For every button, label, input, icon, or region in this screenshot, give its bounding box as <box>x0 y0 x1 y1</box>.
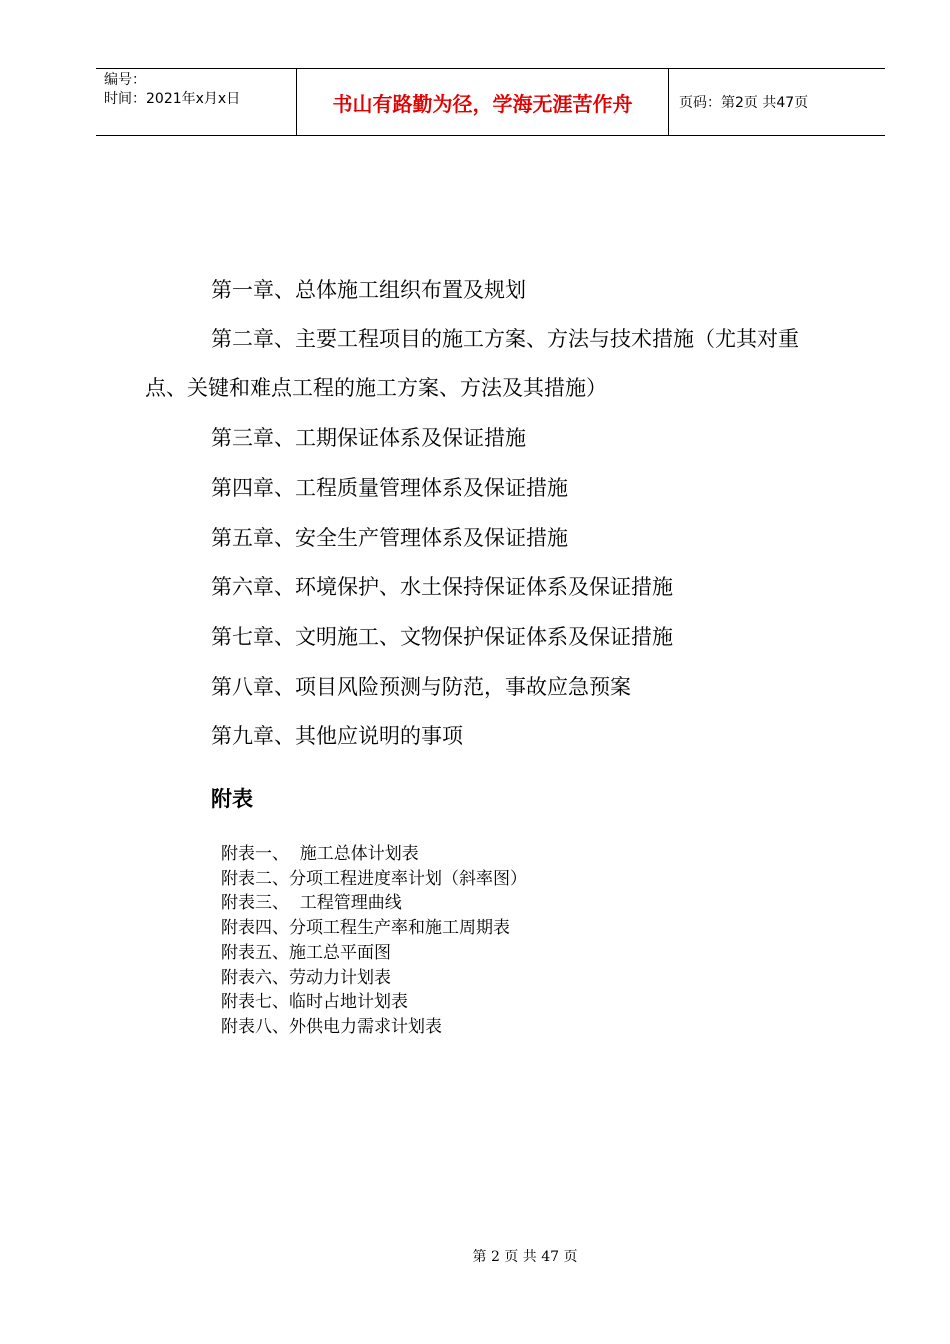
header-motto: 书山有路勤为径，学海无涯苦作舟 <box>297 69 669 135</box>
chapter-4: 第四章、工程质量管理体系及保证措施 <box>211 476 568 500</box>
chapter-6: 第六章、环境保护、水土保持保证体系及保证措施 <box>211 575 673 599</box>
chapter-8: 第八章、项目风险预测与防范，事故应急预案 <box>211 675 631 699</box>
appendix-item: 附表二、分项工程进度率计划（斜率图） <box>221 868 527 889</box>
appendix-item: 附表五、施工总平面图 <box>221 942 391 963</box>
chapter-5: 第五章、安全生产管理体系及保证措施 <box>211 526 568 550</box>
document-date: 时间：2021年x月x日 <box>104 91 241 107</box>
chapter-2-continued: 点、关键和难点工程的施工方案、方法及其措施） <box>145 376 607 400</box>
appendix-list <box>221 842 527 1040</box>
chapter-1: 第一章、总体施工组织布置及规划 <box>211 278 526 302</box>
appendix-item: 附表八、外供电力需求计划表 <box>221 1016 442 1037</box>
chapter-9: 第九章、其他应说明的事项 <box>211 724 463 748</box>
chapter-3: 第三章、工期保证体系及保证措施 <box>211 426 526 450</box>
page-footer: 第 2 页 共 47 页 <box>472 1249 578 1265</box>
appendix-item: 附表七、临时占地计划表 <box>221 992 408 1013</box>
appendix-item: 附表一、 施工总体计划表 <box>221 844 419 864</box>
appendix-item: 附表四、分项工程生产率和施工周期表 <box>221 918 510 939</box>
appendix-title: 附表 <box>211 787 253 811</box>
appendix-item: 附表六、劳动力计划表 <box>221 967 391 988</box>
appendix-item: 附表三、 工程管理曲线 <box>221 893 402 914</box>
page-header <box>96 68 885 136</box>
header-page-info: 页码：第2页 共47页 <box>679 95 809 111</box>
chapter-2: 第二章、主要工程项目的施工方案、方法与技术措施（尤其对重 <box>211 327 799 351</box>
document-number-label: 编号： <box>104 72 146 88</box>
chapter-7: 第七章、文明施工、文物保护保证体系及保证措施 <box>211 625 673 649</box>
header-meta <box>96 69 297 135</box>
